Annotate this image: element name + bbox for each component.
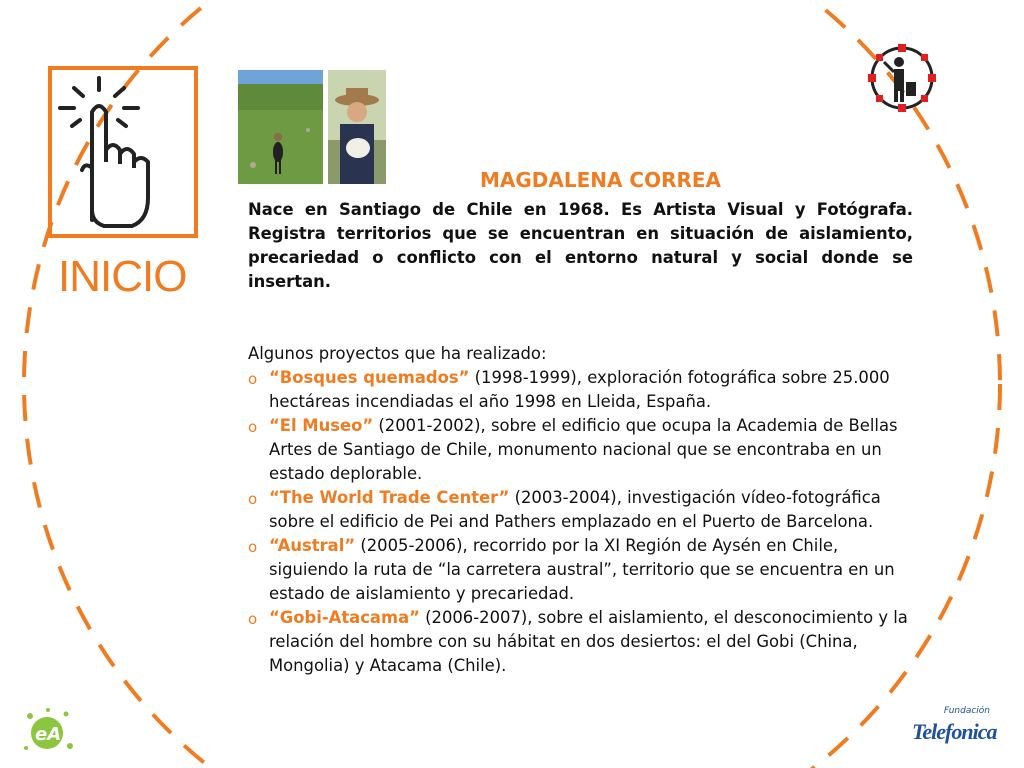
artist-photo-field <box>238 70 323 184</box>
ea-logo[interactable] <box>18 706 76 758</box>
bullet-icon: o <box>248 490 258 508</box>
main-content <box>248 168 913 678</box>
project-title: “Bosques quemados” <box>269 368 470 387</box>
inicio-label[interactable]: INICIO <box>58 252 187 301</box>
bullet-icon: o <box>248 370 258 388</box>
project-description: (2006-2007), sobre el aislamiento, el desconocimiento y la relación del hombre con su hábitat en dos desiertos: el del Gobi (China, Mongolia) y Atacama (Chile). <box>269 608 908 675</box>
list-item <box>248 414 913 486</box>
project-title: “El Museo” <box>269 416 374 435</box>
pointing-hand-icon <box>52 70 194 234</box>
project-description: (1998-1999), exploración fotográfica sobre 25.000 hectáreas incendiadas el año 1998 en Lleida, España. <box>269 368 890 411</box>
fundacion-telefonica-logo[interactable] <box>906 706 1000 754</box>
svg-text:eA: eA <box>35 724 62 745</box>
project-title: “Austral” <box>269 536 356 555</box>
list-item <box>248 486 913 534</box>
bullet-icon: o <box>248 610 258 628</box>
home-button[interactable] <box>48 66 198 238</box>
bullet-icon: o <box>248 538 258 556</box>
logo-telefonica-text: Telefonica <box>912 719 997 744</box>
project-title: “The World Trade Center” <box>269 488 510 507</box>
artist-photo-portrait <box>328 70 386 184</box>
artist-name: MAGDALENA CORREA <box>479 168 722 192</box>
bullet-icon: o <box>248 418 258 436</box>
project-title: “Gobi-Atacama” <box>269 608 420 627</box>
figure-rotation-icon[interactable] <box>864 44 940 112</box>
projects-list <box>248 366 913 678</box>
logo-fundacion-text: Fundación <box>943 706 990 716</box>
artist-bio: Nace en Santiago de Chile en 1968. Es Artista Visual y Fotógrafa. Registra territorios que se encuentran en situación de aislamiento, precariedad o conflicto con el entorno natural y social donde se insertan. <box>248 200 913 291</box>
project-description: (2001-2002), sobre el edificio que ocupa la Academia de Bellas Artes de Santiago de Chile, monumento nacional que se encontraba en un estado deplorable. <box>269 416 898 483</box>
list-item <box>248 366 913 414</box>
projects-intro: Algunos proyectos que ha realizado: <box>248 344 547 363</box>
project-description: (2003-2004), investigación vídeo-fotográfica sobre el edificio de Pei and Pathers emplazado en el Puerto de Barcelona. <box>269 488 881 531</box>
list-item <box>248 534 913 606</box>
project-description: (2005-2006), recorrido por la XI Región de Aysén en Chile, siguiendo la ruta de “la carretera austral”, territorio que se encuentra en un estado de aislamiento y precariedad. <box>269 536 895 603</box>
list-item <box>248 606 913 678</box>
